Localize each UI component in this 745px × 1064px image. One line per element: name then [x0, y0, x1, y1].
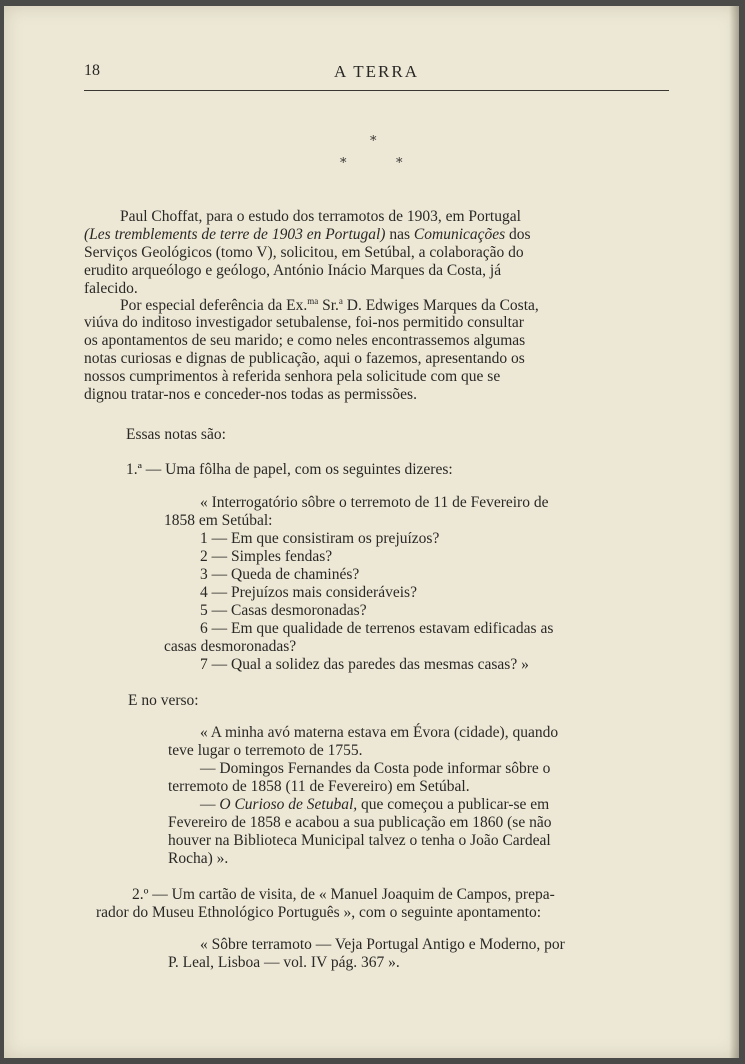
essas-notas: Essas notas são: [126, 426, 226, 443]
page-number: 18 [84, 62, 100, 79]
intro-p2-line-3: os apontamentos de seu marido; e como neles encontrassemos algumas [84, 332, 526, 349]
verso-line-6: Fevereiro de 1858 e acabou a sua publicação em 1860 (se não [168, 814, 552, 831]
intro-line-1: Paul Choffat, para o estudo dos terramotos de 1903, em Portugal [120, 208, 521, 225]
question-1: 1 — Em que consistiram os prejuízos? [200, 530, 440, 547]
verso-line-1: « A minha avó materna estava em Évora (cidade), quando [200, 724, 559, 741]
verso-line-4: terremoto de 1858 (11 de Fevereiro) em Setúbal. [168, 778, 470, 795]
intro-p2-line-5: nossos cumprimentos à referida senhora pela solicitude com que se [84, 368, 501, 385]
intro-p2-line-6: dignou tratar-nos e conceder-nos todas as permissões. [84, 386, 417, 403]
intro-line-4: erudito arqueólogo e geólogo, António Inácio Marques da Costa, já [84, 262, 502, 279]
item-2-quote-line-2: P. Leal, Lisboa — vol. IV pág. 367 ». [168, 954, 400, 971]
intro-line-5: falecido. [84, 280, 138, 297]
page-header [84, 62, 669, 91]
verso-heading: E no verso: [128, 692, 199, 709]
item-2-quote-line-1: « Sôbre terramoto — Veja Portugal Antigo e Moderno, por [200, 936, 565, 953]
asterism-star-left: * [340, 156, 347, 171]
asterism [334, 134, 414, 178]
asterism-star-right: * [396, 156, 403, 171]
intro-p2-line-1: Por especial deferência da Ex.$^{ma}$ Sr.$^a$ D. Edwiges Marques da Costa, [120, 296, 539, 315]
intro-line-2: (Les tremblements de terre de 1903 en Portugal) nas Comunicações dos [84, 226, 531, 243]
verso-line-5: — O Curioso de Setubal, que começou a publicar-se em [200, 796, 550, 813]
intro-p2-line-4: notas curiosas e dignas de publicação, aqui o fazemos, apresentando os [84, 350, 525, 367]
question-6-line-2: casas desmoronadas? [164, 638, 297, 655]
intro-p2-line-2: viúva do inditoso investigador setubalense, foi-nos permitido consultar [84, 314, 524, 331]
verso-line-3: — Domingos Fernandes da Costa pode informar sôbre o [200, 760, 551, 777]
item-2-line-2: rador do Museu Ethnológico Português », com o seguinte apontamento: [96, 904, 542, 921]
item-1-heading: 1.ª — Uma fôlha de papel, com os seguintes dizeres: [126, 461, 453, 478]
verso-line-2: teve lugar o terremoto de 1755. [168, 742, 363, 759]
intro-series-title: Comunicações [413, 226, 506, 243]
item-1-quote-line-2: 1858 em Setúbal: [164, 512, 273, 529]
question-4: 4 — Prejuízos mais consideráveis? [200, 584, 417, 601]
verso-line-8: Rocha) ». [168, 850, 229, 867]
question-3: 3 — Queda de chaminés? [200, 566, 360, 583]
running-title: A TERRA [333, 62, 419, 81]
question-2: 2 — Simples fendas? [200, 548, 333, 565]
asterism-star-top: * [370, 134, 377, 149]
intro-book-title: (Les tremblements de terre de 1903 en Portugal) [84, 226, 386, 243]
document-page [4, 6, 739, 1058]
question-5: 5 — Casas desmoronadas? [200, 602, 367, 619]
page-edge-shadow [729, 6, 739, 1058]
item-2-line-1: 2.º — Um cartão de visita, de « Manuel Joaquim de Campos, prepa- [132, 886, 555, 903]
question-7: 7 — Qual a solidez das paredes das mesmas casas? » [200, 656, 529, 673]
question-6-line-1: 6 — Em que qualidade de terrenos estavam edificadas as [200, 620, 554, 637]
newspaper-title: O Curioso de Setubal, [219, 796, 358, 813]
verso-line-7: houver na Biblioteca Municipal talvez o tenha o João Cardeal [168, 832, 551, 849]
intro-line-3: Serviços Geológicos (tomo V), solicitou, em Setúbal, a colaboração do [84, 244, 524, 261]
item-1-quote-line-1: « Interrogatório sôbre o terremoto de 11 de Fevereiro de [200, 494, 549, 511]
